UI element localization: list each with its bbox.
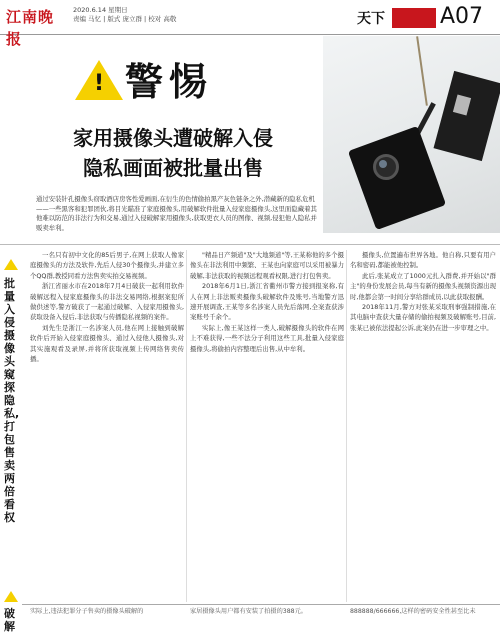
paragraph: 刘先生是浙江一名涉案人员,他在网上接触到破解软件后开始入侵家庭摄像头、通过入侵他人摄像头,对其实施观看及录屏,并将所获取视频上传网络售卖传播。 <box>30 323 184 364</box>
next-article-col-2: 家居摄像头用户都有安装了拍摄的388元。 <box>190 608 307 615</box>
bottom-divider <box>22 604 500 605</box>
paragraph: 摄像头,位置遍布世界各地。他自称,只要有用户名和密码,都能被他控制。 <box>350 251 496 270</box>
masthead <box>0 0 500 48</box>
headline-line-2: 隐私画面被批量出售 <box>83 156 263 180</box>
issue-meta <box>73 6 176 24</box>
camera-body <box>348 126 446 230</box>
article-column-1 <box>30 250 184 600</box>
article-column-2 <box>190 250 344 600</box>
camera-wire <box>416 36 428 106</box>
column-separator <box>186 250 187 602</box>
camera-lens-glass <box>379 160 387 168</box>
article-summary: 通过安装针孔摄像头窃取酒店房客性爱画面,在衍生的色情偷拍黑产灰色链条之外,潜藏新的隐私危机——一些黑客和犯罪团伙,将目光瞄准了家庭摄像头,用破解软件批量入侵家庭摄像头,这里面隐藏着其他难以防范的非法行为和交易,通过入侵破解家用摄像头,获取更衣人员的图像、视频,侵犯他人隐私并贩卖牟利。 <box>36 195 317 232</box>
newspaper-logo: 江南晚报 <box>6 8 55 48</box>
alert-word: 警惕 <box>125 60 214 104</box>
paragraph: "精品日产频道"及"大地频道"等,王某称他的多个摄像头在非法利用中频繁、王某也向家庭可以采用被暴力破解,非法获取的视频远程观看权限,进行打包售卖。 <box>190 251 344 280</box>
sidebar-warning-icon <box>4 259 18 270</box>
sidebar-warning-icon-2 <box>4 591 18 602</box>
page-number: A07 <box>440 4 484 29</box>
sidebar-heading: 批量入侵摄像头窥探隐私,打包售卖两倍看权 <box>4 277 20 524</box>
paragraph: 2018年11月,警方对张某采取刑事强制措施,在其电脑中查获大量存储的偷拍视频及破解账号,目前,张某已被依法提起公诉,此案仍在进一步审理之中。 <box>350 303 496 332</box>
issue-credits: 责编 马忆 | 版式 庞立群 | 校对 高敬 <box>73 15 177 23</box>
article-column-3 <box>350 250 496 600</box>
next-article-col-1: 实际上,违法犯罪分子售卖的摄像头破解的 <box>30 608 144 615</box>
warning-exclamation-icon: ! <box>93 71 105 96</box>
camera-lens-icon <box>373 154 399 180</box>
sidebar <box>0 247 22 619</box>
hidden-camera-photo <box>323 36 500 233</box>
paragraph: 一名只有初中文化的85后男子,在网上获取人像家庭摄像头的方法及软件,先后人侵30个摄像头,并建立多个QQ群,教授同看方法售卖实拍交易视频。 <box>30 251 184 280</box>
next-article-col-3: 888888/666666,这样的密码安全性甚至比未 <box>350 608 476 615</box>
section-bar <box>392 8 436 28</box>
circuit-board <box>433 71 500 161</box>
headline-line-1: 家用摄像头遭破解入侵 <box>73 126 273 150</box>
issue-date: 2020.6.14 星期日 <box>73 6 128 14</box>
paragraph: 2018年6月1日,浙江省衢州市警方接到报案称,有人在网上非法贩卖摄像头破解软件及账号,当地警方迅速开展调查,王某等多名涉案人员先后落网,全案查获涉案账号千余个。 <box>190 282 344 322</box>
column-separator <box>346 250 347 602</box>
section-divider <box>0 244 500 245</box>
paragraph: 此后,张某成立了1000元扎入群费,并开始以"群主"的身份发展会员,每当有新的摄像头视频资源出现时,他都会第一时间分享给群成员,以此获取报酬。 <box>350 271 496 301</box>
section-title: 天下 <box>357 11 385 27</box>
paragraph: 实际上,像王某这样一类人,破解摄像头的软件在网上不难获得,一些不法分子利用这些工具,批量入侵家庭摄像头,将偷拍内容整理后出售,从中牟利。 <box>190 323 344 353</box>
paragraph: 浙江省丽水市在2018年7月4日破获一起利用软件破解远程入侵家庭摄像头的非法交易网络,根据案犯所做供述等,警方破获了一起通过破解、入侵家用摄像头,获取设备入侵后,非法获取与传播隐私视频的案件。 <box>30 282 184 322</box>
sidebar-heading-2: 破解 <box>4 607 15 633</box>
